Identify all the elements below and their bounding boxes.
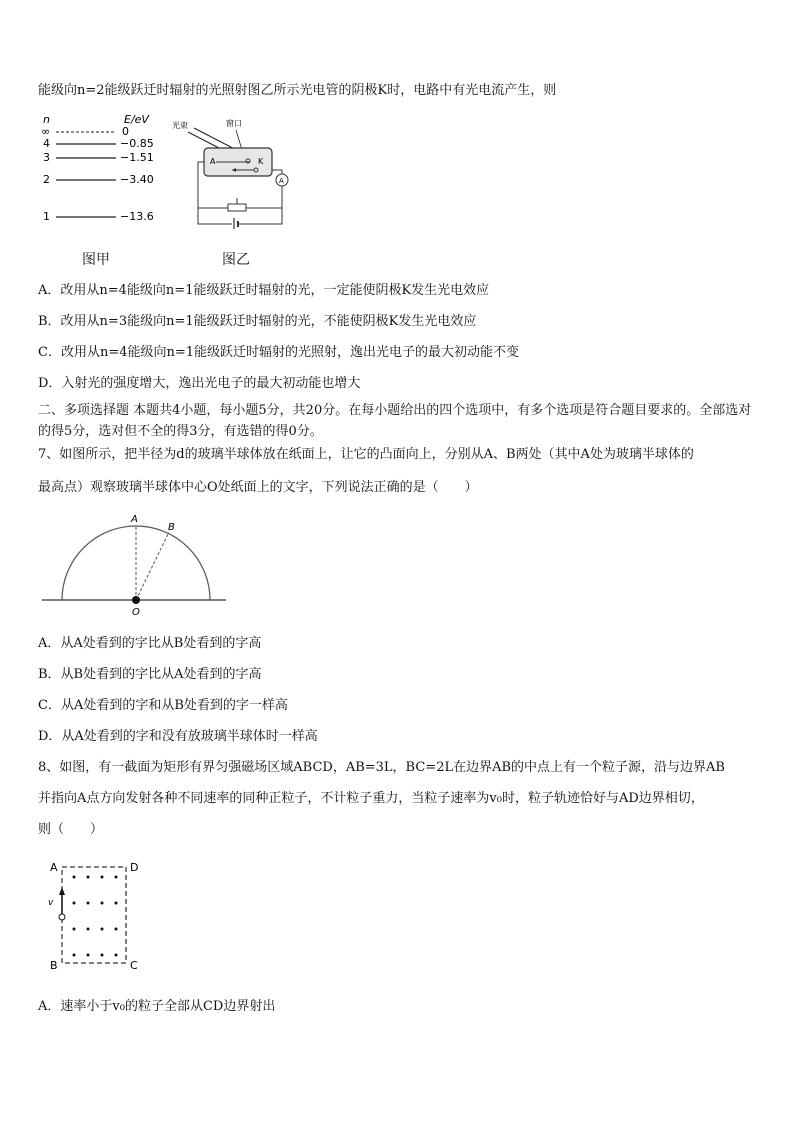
level-e-4: −0.85 <box>120 137 154 150</box>
rheostat <box>228 204 246 211</box>
q6-option-b: B．改用从n=3能级向n=1能级跃迁时辐射的光，不能使阴极K发生光电效应 <box>38 314 477 329</box>
level-e-3-value: −1.51 <box>120 151 154 164</box>
label-anode: A <box>210 157 216 166</box>
label-corner-b: B <box>50 959 58 972</box>
q7-option-b: B．从B处看到的字比从A处看到的字高 <box>38 667 262 682</box>
center-point-o <box>132 596 140 604</box>
label-ammeter: A <box>279 177 284 185</box>
field-dots <box>73 876 118 957</box>
label-corner-d: D <box>130 861 139 874</box>
q8-stem-line3: 则（ ） <box>38 822 104 837</box>
level-e-1: −13.6 <box>120 210 154 223</box>
header-e: E/eV <box>124 113 149 126</box>
level-n-3: 3 <box>43 151 50 164</box>
q6-option-c: C．改用从n=4能级向n=1能级跃迁时辐射的光照射，逸出光电子的最大初动能不变 <box>38 345 520 360</box>
hemisphere-diagram <box>40 508 230 618</box>
q7-option-c: C．从A处看到的字和从B处看到的字一样高 <box>38 698 288 713</box>
label-corner-c: C <box>130 959 138 972</box>
level-n-4: 4 <box>43 137 50 150</box>
particle-source <box>59 914 65 920</box>
label-point-o: O <box>132 607 140 618</box>
magnetic-field-diagram <box>44 855 154 975</box>
q6-option-a: A．改用从n=4能级向n=1能级跃迁时辐射的光，一定能使阴极K发生光电效应 <box>38 283 490 298</box>
header-n: n <box>43 113 50 126</box>
q8-stem-line1: 8、如图，有一截面为矩形有界匀强磁场区域ABCD，AB=3L，BC=2L在边界AB的中点上有一个粒子源，沿与边界AB <box>38 760 725 775</box>
label-cathode: K <box>258 157 264 166</box>
level-n-inf: ∞ <box>41 125 51 138</box>
label-light-beam: 光束 <box>172 121 188 130</box>
label-window: 窗口 <box>226 119 242 128</box>
label-velocity: v <box>48 898 54 908</box>
sightline-b <box>136 532 169 600</box>
level-e-inf: 0 <box>122 125 129 138</box>
intro-text: 能级向n=2能级跃迁时辐射的光照射图乙所示光电管的阴极K时，电路中有光电流产生，则 <box>38 83 557 98</box>
level-n-2: 2 <box>43 173 50 186</box>
q7-option-a: A．从A处看到的字比从B处看到的字高 <box>38 636 262 651</box>
level-n-1: 1 <box>43 210 50 223</box>
q6-option-d: D．入射光的强度增大，逸出光电子的最大初动能也增大 <box>38 376 361 391</box>
q7-stem-line2: 最高点）观察玻璃半球体中心O处纸面上的文字，下列说法正确的是（ ） <box>38 480 478 495</box>
label-point-a: A <box>131 514 138 525</box>
label-point-b: B <box>168 522 175 533</box>
q7-option-d: D．从A处看到的字和没有放玻璃半球体时一样高 <box>38 729 318 744</box>
q8-option-a: A．速率小于v₀的粒子全部从CD边界射出 <box>38 999 276 1014</box>
energy-level-diagram <box>36 110 166 240</box>
level-e-2: −3.40 <box>120 173 154 186</box>
field-boundary-abcd <box>62 867 126 963</box>
label-corner-a: A <box>50 861 58 874</box>
caption-fig-yi: 图乙 <box>222 252 250 268</box>
q7-stem-line1: 7、如图所示，把半径为d的玻璃半球体放在纸面上，让它的凸面向上，分别从A、B两处（其中A处为玻璃半球体的 <box>38 447 694 462</box>
section-2-header: 二、多项选择题 本题共4小题，每小题5分，共20分。在每小题给出的四个选项中，有多个选项是符合题目要求的。全部选对的得5分，选对但不全的得3分，有选错的得0分。 <box>38 403 752 439</box>
q8-stem-line2: 并指向A点方向发射各种不同速率的同种正粒子，不计粒子重力，当粒子速率为v₀时，粒子轨迹恰好与AD边界相切， <box>38 791 704 806</box>
caption-fig-jia: 图甲 <box>82 252 110 268</box>
photocell-circuit-diagram <box>170 112 295 232</box>
